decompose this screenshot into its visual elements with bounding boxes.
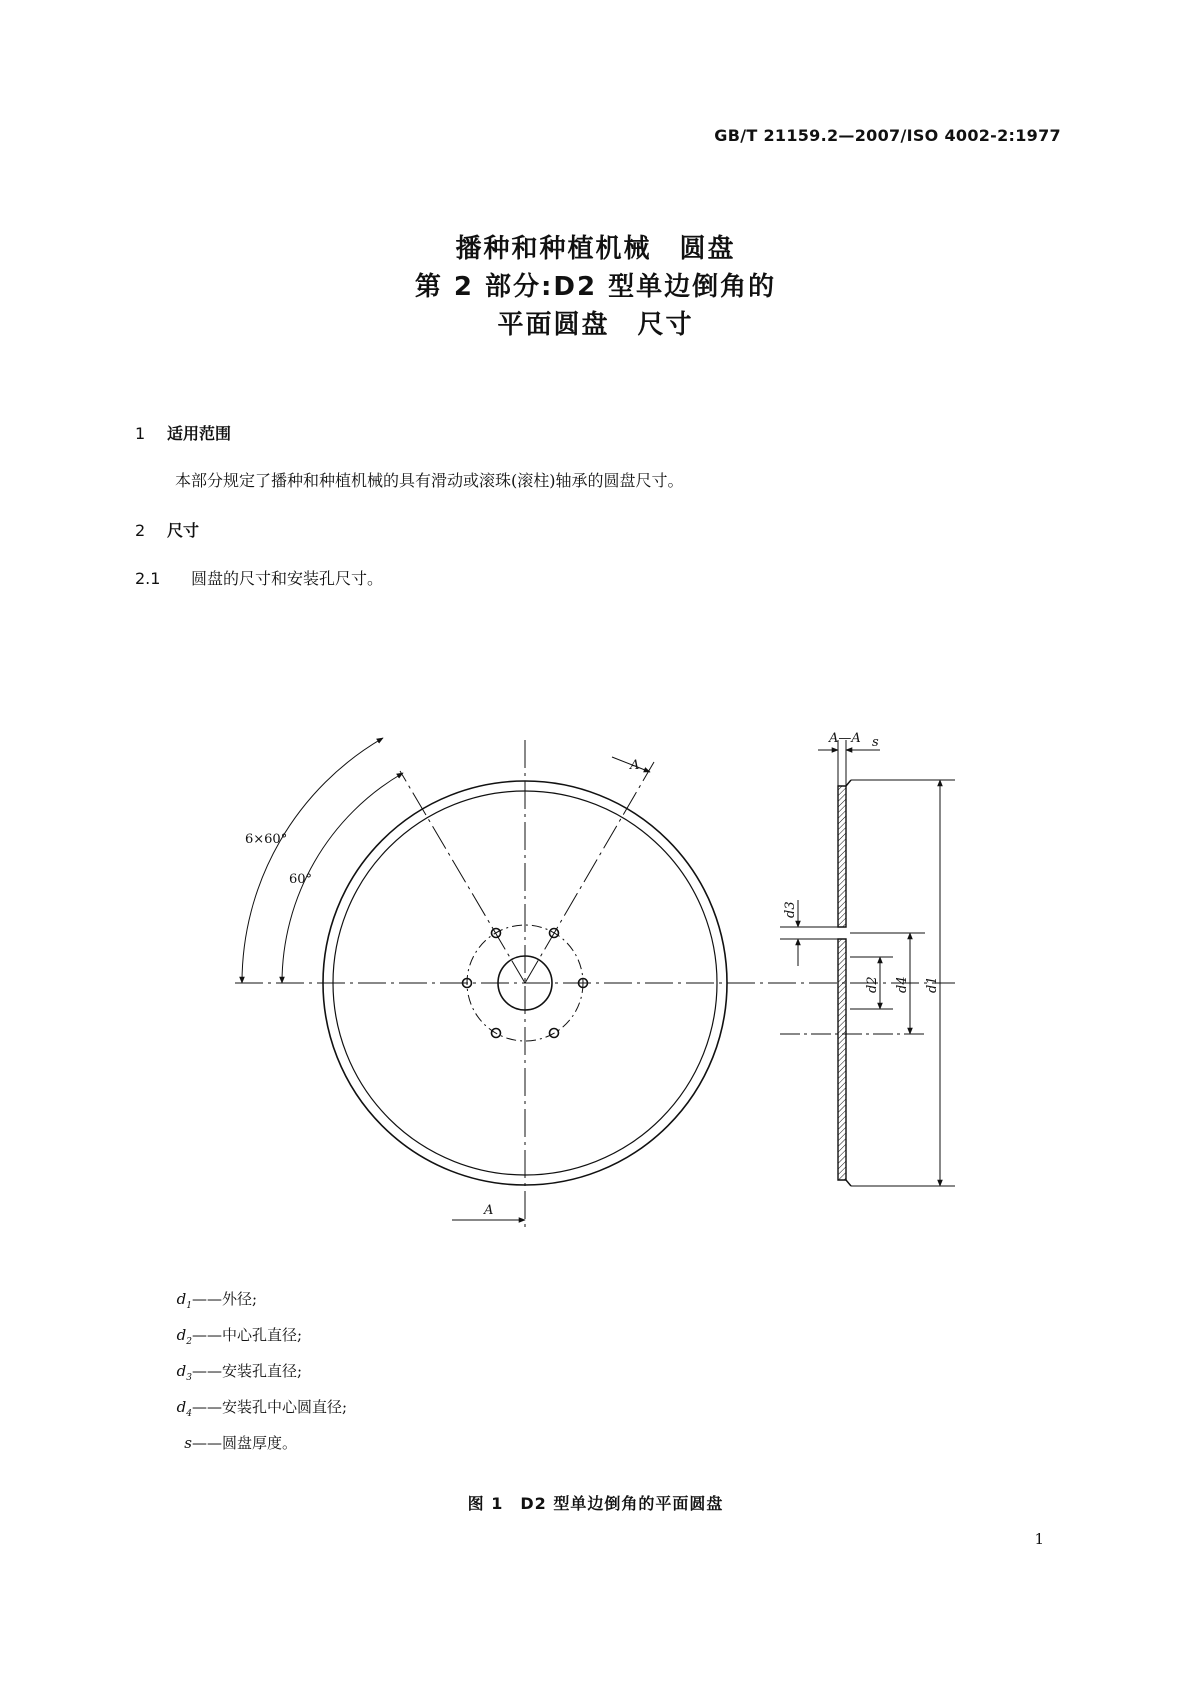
section-upper-part — [838, 786, 846, 927]
section-title: 适用范围 — [167, 424, 232, 443]
section-1-heading — [135, 421, 231, 444]
label-angle-total: 6×60° — [245, 832, 288, 847]
section-number: 2 — [135, 521, 146, 540]
legend-symbol: $d_2$ — [176, 1326, 192, 1347]
legend-description: ——安装孔中心圆直径; — [192, 1398, 348, 1416]
legend-item — [170, 1321, 347, 1357]
section-title: 尺寸 — [167, 521, 200, 540]
label-d4: d4 — [895, 976, 910, 993]
legend-description: ——中心孔直径; — [192, 1326, 303, 1344]
legend-description: ——圆盘厚度。 — [192, 1434, 298, 1452]
label-d1: d1 — [925, 976, 940, 993]
legend-symbol: $d_4$ — [176, 1398, 192, 1419]
legend-symbol: $d_3$ — [176, 1362, 192, 1383]
section-number: 1 — [135, 424, 146, 443]
standard-code: GB/T 21159.2—2007/ISO 4002-2:1977 — [714, 126, 1061, 145]
page-number: 1 — [1034, 1530, 1044, 1548]
label-d3: d3 — [783, 901, 798, 918]
radial-line-left — [400, 771, 525, 983]
document-title — [0, 230, 1191, 344]
subsection-2-1 — [135, 566, 383, 589]
legend-item — [170, 1429, 347, 1465]
section-lower-part — [838, 939, 846, 1180]
legend-item — [170, 1285, 347, 1321]
disc-drawing — [0, 700, 1191, 1240]
section-2-heading — [135, 518, 199, 541]
title-line-3: 平面圆盘 尺寸 — [497, 310, 694, 340]
label-section-bottom: A — [484, 1203, 494, 1218]
label-section-view: A—A — [829, 731, 861, 746]
subsection-number: 2.1 — [135, 569, 161, 588]
legend-symbol: s — [184, 1434, 192, 1452]
label-thickness: s — [872, 735, 879, 750]
subsection-text: 圆盘的尺寸和安装孔尺寸。 — [191, 569, 384, 588]
label-d2: d2 — [865, 976, 880, 993]
legend-description: ——外径; — [192, 1290, 258, 1308]
legend-item — [170, 1393, 347, 1429]
title-line-2: 第 2 部分:D2 型单边倒角的 — [414, 272, 777, 302]
label-section-top: A — [630, 758, 640, 773]
angle-arc-6x60 — [242, 738, 383, 983]
legend-symbol: $d_1$ — [176, 1290, 192, 1311]
chamfer-bottom — [846, 1180, 851, 1186]
section-1-paragraph: 本部分规定了播种和种植机械的具有滑动或滚珠(滚柱)轴承的圆盘尺寸。 — [175, 471, 684, 490]
chamfer-top — [846, 780, 851, 786]
figure-caption: 图 1 D2 型单边倒角的平面圆盘 — [467, 1494, 724, 1513]
legend-item — [170, 1357, 347, 1393]
label-angle-single: 60° — [289, 872, 313, 887]
figure-legend — [170, 1285, 347, 1465]
legend-description: ——安装孔直径; — [192, 1362, 303, 1380]
title-line-1: 播种和种植机械 圆盘 — [455, 234, 736, 264]
radial-line-right — [525, 762, 654, 983]
